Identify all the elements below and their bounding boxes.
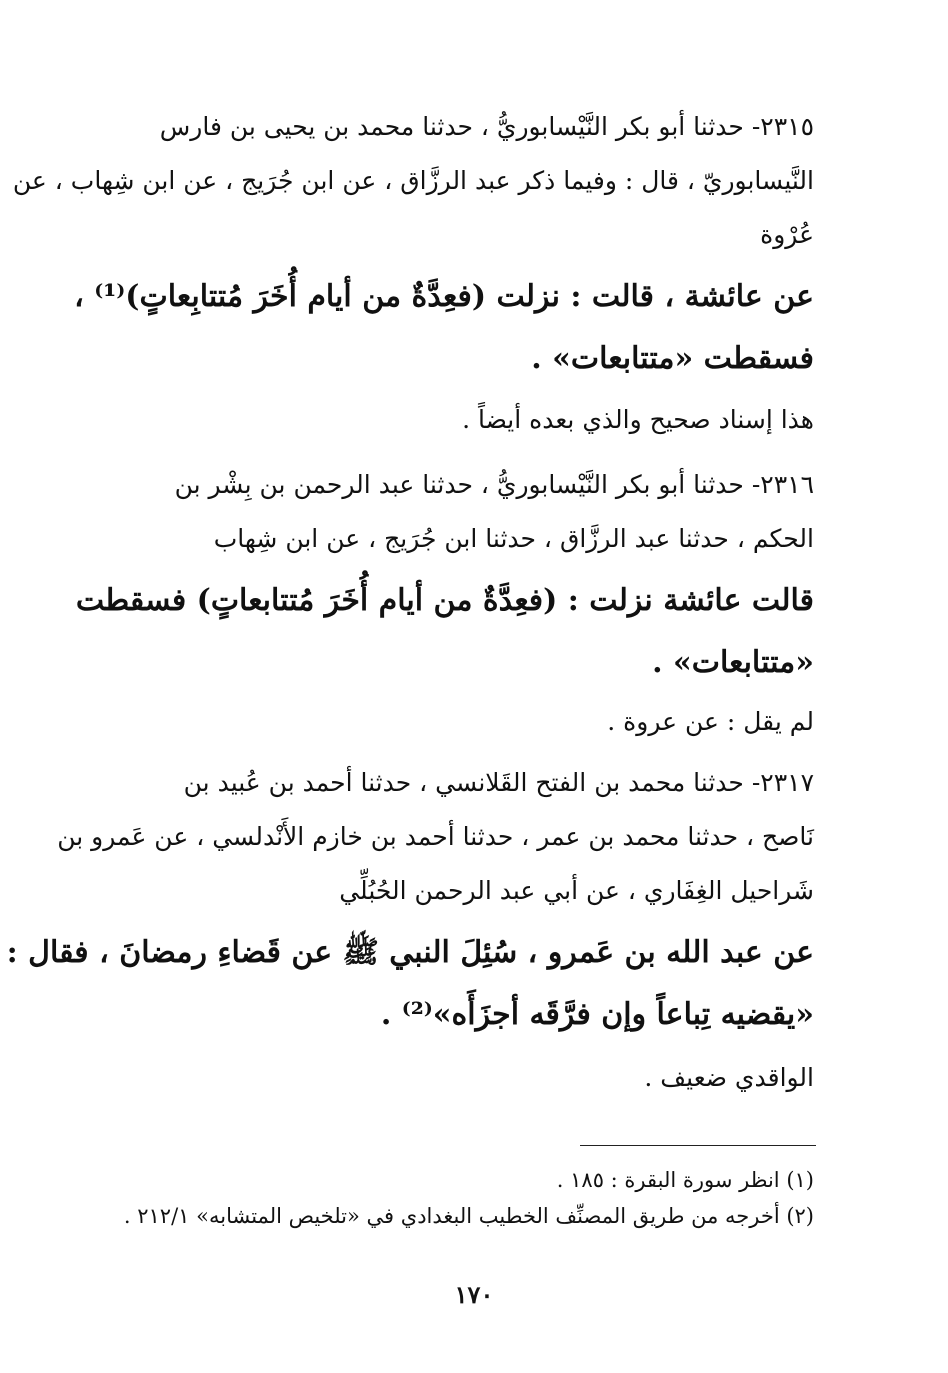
grading-note: لم يقل : عن عروة . bbox=[607, 707, 814, 736]
isnad-line: ٢٣١٥- حدثنا أبو بكر النَّيْسابوريُّ ، حدثنا محمد بن يحيى بن فارس bbox=[159, 112, 814, 141]
hadith-2316-note bbox=[108, 702, 814, 742]
isnad-line: ٢٣١٦- حدثنا أبو بكر النَّيْسابوريُّ ، حدثنا عبد الرحمن بن بِشْر بن bbox=[174, 470, 814, 499]
footnote-separator bbox=[580, 1145, 816, 1146]
grading-note: هذا إسناد صحيح والذي بعده أيضاً . bbox=[462, 405, 814, 434]
hadith-2317-matn bbox=[6, 922, 814, 1046]
matn-line: عن عبد الله بن عَمرو ، سُئِلَ النبي ﷺ عن قَضاءِ رمضانَ ، فقال : bbox=[6, 935, 814, 970]
isnad-line: شَراحيل الغِفَاري ، عن أبي عبد الرحمن الحُبُلِّي bbox=[339, 876, 814, 905]
page-number: ١٧٠ bbox=[454, 1280, 494, 1309]
isnad-line: الحكم ، حدثنا عبد الرزَّاق ، حدثنا ابن جُرَيج ، عن ابن شِهاب bbox=[213, 524, 814, 553]
isnad-line: النَّيسابوريّ ، قال : وفيما ذكر عبد الرزَّاق ، عن ابن جُرَيج ، عن ابن شِهاب ، عن bbox=[12, 166, 814, 195]
matn-line: فسقطت «متتابعات» . bbox=[531, 341, 814, 376]
matn-line: قالت عائشة نزلت : (فعِدَّةٌ من أيام أُخَرَ مُتتابعاتٍ) فسقطت bbox=[75, 583, 814, 618]
isnad-line: عُرْوة bbox=[760, 220, 814, 249]
hadith-2317-grading bbox=[108, 1058, 814, 1098]
hadith-2317-isnad bbox=[57, 756, 814, 918]
matn-line: عن عائشة ، قالت : نزلت (فعِدَّةٌ من أيام أُخَرَ مُتتابِعاتٍ)⁽¹⁾ ، bbox=[74, 279, 814, 314]
isnad-line: نَاصح ، حدثنا محمد بن عمر ، حدثنا أحمد بن خازم الأَنْدلسي ، عن عَمرو بن bbox=[57, 822, 814, 851]
footnote-2: (٢) أخرجه من طريق المصنِّف الخطيب البغدادي في «تلخيص المتشابه» ٢١٢/١ . bbox=[123, 1204, 814, 1228]
matn-line: «يقضيه تِباعاً وإن فرَّقَه أجزَأَه»⁽²⁾ . bbox=[380, 997, 814, 1032]
matn-line: «متتابعات» . bbox=[652, 645, 814, 680]
hadith-2316-isnad bbox=[108, 458, 814, 566]
grading-note: الواقدي ضعيف . bbox=[644, 1063, 814, 1092]
hadith-2315-matn bbox=[74, 266, 814, 390]
footnotes bbox=[108, 1162, 814, 1234]
hadith-2315-grading bbox=[108, 400, 814, 440]
footnote-1: (١) انظر سورة البقرة : ١٨٥ . bbox=[556, 1168, 814, 1192]
hadith-2315-isnad bbox=[12, 100, 814, 262]
isnad-line: ٢٣١٧- حدثنا محمد بن الفتح القَلانسي ، حدثنا أحمد بن عُبيد بن bbox=[183, 768, 814, 797]
hadith-2316-matn bbox=[75, 570, 814, 694]
